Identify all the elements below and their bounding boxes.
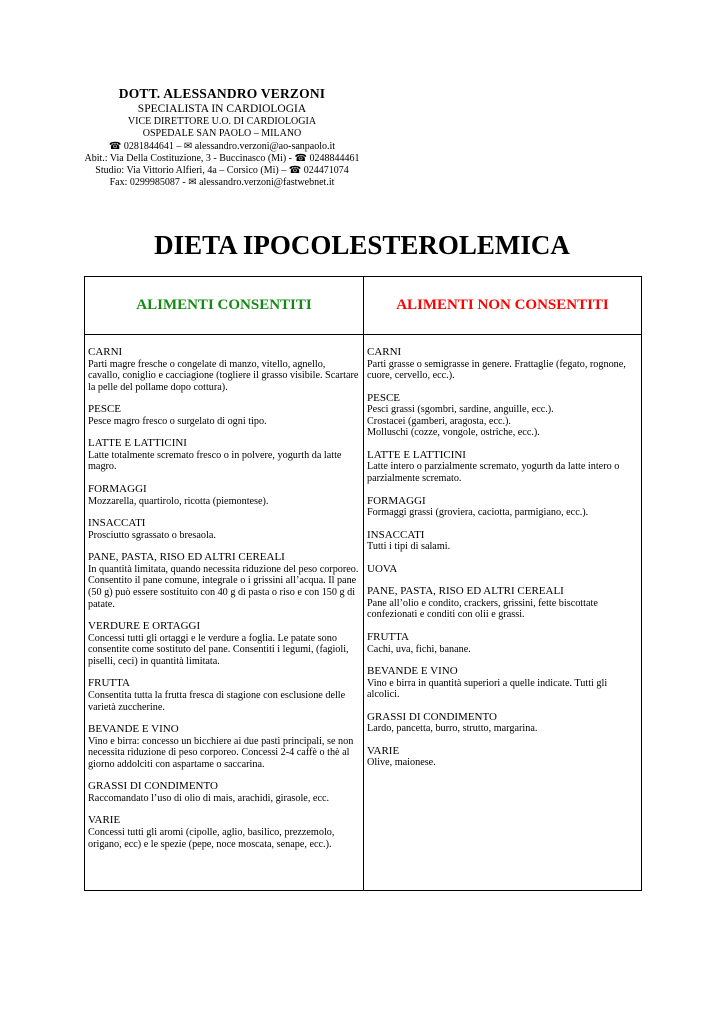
allowed-section-title: VERDURE E ORTAGGI	[88, 620, 201, 633]
not-allowed-section	[367, 392, 637, 439]
contact-email-alt[interactable]: alessandro.verzoni@fastwebnet.it	[196, 177, 335, 189]
not-allowed-section-text: Tutti i tipi di salami.	[367, 541, 451, 553]
envelope-icon: ✉	[183, 140, 193, 152]
allowed-header: ALIMENTI CONSENTITI	[85, 277, 364, 335]
allowed-section	[88, 723, 359, 770]
allowed-section	[88, 814, 359, 850]
phone-icon: ☎	[288, 165, 302, 177]
not-allowed-section-title: FORMAGGI	[367, 494, 426, 507]
contact-home-address: Abit.: Via Della Costituzione, 3 - Buccinasco (Mi) - ☎ 0248844461	[84, 152, 360, 164]
not-allowed-section	[367, 495, 637, 519]
contact-studio-address: Studio: Via Vittorio Alfieri, 4a – Corsico (Mi) – ☎ 024471074	[95, 165, 349, 177]
allowed-section-title: BEVANDE E VINO	[88, 723, 179, 736]
allowed-column	[85, 335, 364, 891]
not-allowed-section-text: Pane all’olio e condito, crackers, grissini, fette biscottate confezionati e conditi con olii e grassi.	[367, 597, 598, 621]
not-allowed-section	[367, 665, 637, 701]
not-allowed-section-title: UOVA	[367, 562, 398, 575]
not-allowed-section-text: Pesci grassi (sgombri, sardine, anguille, ecc.). Crostacei (gamberi, aragosta, ecc.). Molluschi (cozze, vongole, ostriche, ecc.).	[367, 404, 554, 439]
contact-phone-email	[0, 141, 444, 153]
not-allowed-section-title: GRASSI DI CONDIMENTO	[367, 710, 497, 723]
not-allowed-section	[367, 449, 637, 485]
not-allowed-section-text: Vino e birra in quantità superiori a quelle indicate. Tutti gli alcolici.	[367, 677, 608, 701]
allowed-section-text: Pesce magro fresco o surgelato di ogni tipo.	[88, 415, 267, 427]
diet-table-body-row	[85, 335, 642, 891]
allowed-section	[88, 483, 359, 507]
allowed-section-text: Mozzarella, quartirolo, ricotta (piemontese).	[88, 495, 269, 507]
allowed-section-title: VARIE	[88, 814, 121, 827]
allowed-section-title: CARNI	[88, 346, 123, 358]
not-allowed-section-text: Parti grasse o semigrasse in genere. Frattaglie (fegato, rognone, cuore, cervello, ecc.).	[367, 358, 626, 382]
allowed-section-text: Consentita tutta la frutta fresca di stagione con esclusione delle varietà zuccherine.	[88, 689, 346, 713]
not-allowed-section-text: Cachi, uva, fichi, banane.	[367, 643, 471, 655]
not-allowed-section-text: Olive, maionese.	[367, 757, 436, 769]
allowed-section	[88, 346, 359, 393]
allowed-section-text: Vino e birra: concesso un bicchiere ai due pasti principali, se non necessita riduzione di peso corporeo. Concessi 2-4 caffè o thè al giorno addolciti con aspartame o saccarina.	[88, 735, 354, 770]
allowed-section-title: FORMAGGI	[88, 483, 147, 496]
not-allowed-section-title: PESCE	[367, 391, 401, 404]
allowed-section-title: INSACCATI	[88, 517, 146, 530]
not-allowed-section	[367, 745, 637, 769]
hospital-name: OSPEDALE SAN PAOLO – MILANO	[142, 128, 302, 140]
doctor-name: DOTT. ALESSANDRO VERZONI	[118, 86, 326, 101]
contact-fax-email: Fax: 0299985087 - ✉ alessandro.verzoni@fastwebnet.it	[109, 177, 335, 189]
not-allowed-section	[367, 711, 637, 735]
allowed-section-text: In quantità limitata, quando necessita riduzione del peso corporeo. Consentito il pane comune, integrale o i grissini all’acqua. Il pane (50 g) può essere sostituito con 40 g di pasta o riso e con 150 g di patate.	[88, 563, 359, 610]
not-allowed-section-title: BEVANDE E VINO	[367, 665, 458, 678]
contact-phone-number: 0281844641 –	[121, 140, 184, 152]
allowed-section-text: Prosciutto sgrassato o bresaola.	[88, 529, 216, 541]
envelope-icon: ✉	[188, 177, 197, 189]
document-title: DIETA IPOCOLESTEROLEMICA	[154, 230, 570, 260]
not-allowed-section	[367, 631, 637, 655]
letterhead	[0, 86, 444, 190]
allowed-section-text: Parti magre fresche o congelate di manzo, vitello, agnello, cavallo, coniglio e cacciagione (togliere il grasso visibile. Scartare la pelle del pollame dopo cottura).	[88, 358, 359, 393]
allowed-section	[88, 780, 359, 804]
not-allowed-section-title: CARNI	[367, 346, 402, 358]
not-allowed-section-title: PANE, PASTA, RISO ED ALTRI CEREALI	[367, 585, 564, 598]
diet-table-header-row	[85, 277, 642, 335]
not-allowed-section-title: LATTE E LATTICINI	[367, 448, 466, 461]
allowed-section-title: FRUTTA	[88, 677, 130, 690]
allowed-section-text: Latte totalmente scremato fresco o in polvere, yogurth da latte magro.	[88, 449, 342, 473]
allowed-section-title: PESCE	[88, 403, 122, 416]
contact-email[interactable]: alessandro.verzoni@ao-sanpaolo.it	[192, 140, 336, 152]
doctor-role: VICE DIRETTORE U.O. DI CARDIOLOGIA	[127, 116, 317, 127]
not-allowed-header: ALIMENTI NON CONSENTITI	[364, 277, 642, 335]
doctor-specialty: SPECIALISTA IN CARDIOLOGIA	[137, 103, 307, 115]
allowed-section	[88, 403, 359, 427]
not-allowed-section-title: VARIE	[367, 744, 400, 757]
not-allowed-section-title: INSACCATI	[367, 528, 425, 541]
allowed-section	[88, 677, 359, 713]
not-allowed-section-text: Latte intero o parzialmente scremato, yogurth da latte intero o parzialmente scremato.	[367, 461, 620, 485]
allowed-section	[88, 517, 359, 541]
not-allowed-section	[367, 563, 637, 576]
allowed-section-text: Concessi tutti gli aromi (cipolle, aglio, basilico, prezzemolo, origano, ecc) e le spezie (pepe, noce moscata, senape, ecc.).	[88, 826, 335, 850]
allowed-section	[88, 551, 359, 610]
phone-icon: ☎	[294, 152, 307, 164]
not-allowed-section-text: Lardo, pancetta, burro, strutto, margarina.	[367, 723, 538, 735]
not-allowed-section-title: FRUTTA	[367, 631, 409, 644]
not-allowed-column	[364, 335, 642, 891]
not-allowed-section-text: Formaggi grassi (groviera, caciotta, parmigiano, ecc.).	[367, 507, 589, 519]
phone-icon: ☎	[108, 140, 122, 152]
not-allowed-section	[367, 529, 637, 553]
allowed-section-text: Raccomandato l’uso di olio di mais, arachidi, girasole, ecc.	[88, 792, 330, 804]
not-allowed-section	[367, 585, 637, 621]
not-allowed-section	[367, 346, 637, 382]
allowed-section-title: GRASSI DI CONDIMENTO	[88, 780, 218, 793]
diet-table	[84, 276, 642, 891]
allowed-list	[85, 335, 363, 850]
allowed-section-text: Concessi tutti gli ortaggi e le verdure a foglia. Le patate sono consentite come sostituto del pane. Consentiti i legumi, (fagioli, piselli, ceci) in quantità limitata.	[88, 632, 349, 667]
allowed-section	[88, 620, 359, 667]
allowed-section	[88, 437, 359, 473]
allowed-section-title: LATTE E LATTICINI	[88, 437, 187, 450]
not-allowed-list	[364, 335, 641, 769]
allowed-section-title: PANE, PASTA, RISO ED ALTRI CEREALI	[88, 551, 285, 564]
